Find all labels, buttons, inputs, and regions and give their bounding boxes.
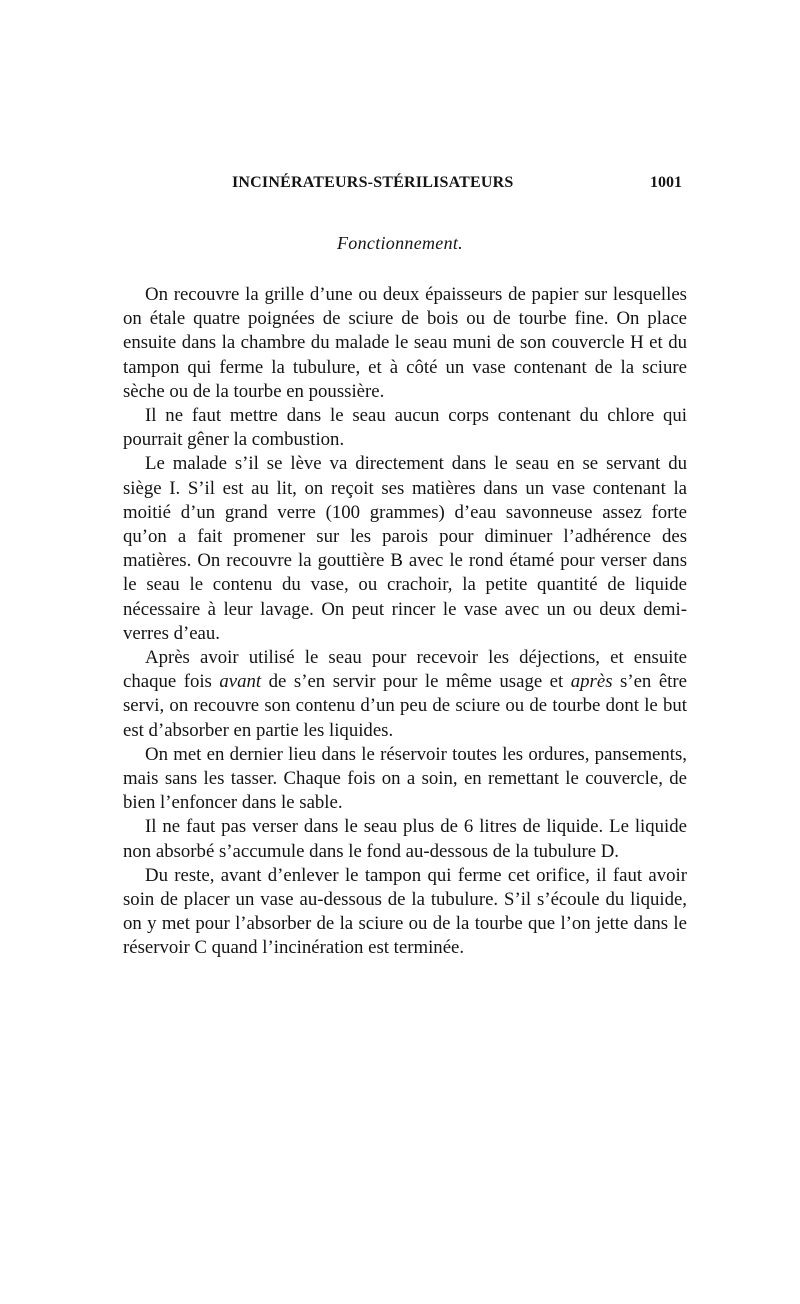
running-title: INCINÉRATEURS-STÉRILISATEURS xyxy=(232,174,514,191)
section-heading: Fonctionnement. xyxy=(337,233,463,253)
paragraph xyxy=(123,743,687,816)
emphasis-text: après xyxy=(570,671,613,693)
paragraph xyxy=(123,283,687,404)
paragraph-text: Du reste, avant d’enlever le tampon qui ferme cet orifice, il faut avoir soin de placer un vase au-dessous de la tubulure. S’il s’écoule du liquide, on y met pour l’absorber de la sciure ou de la tourbe que l’on jette dans le réservoir C quand l’incinération est terminée. xyxy=(123,864,687,959)
paragraph-text: de s’en servir pour le même usage et xyxy=(261,671,571,693)
paragraph xyxy=(123,452,687,646)
paragraph-text: Après avoir utilisé le seau pour recevoir les déjections, et ensuite chaque fois xyxy=(123,647,687,693)
page-number: 1001 xyxy=(650,174,682,191)
paragraph-text: s’en être servi, on recouvre son contenu d’un peu de sciure ou de tourbe dont le but est d’absorber en partie les liquides. xyxy=(123,671,687,741)
emphasis-text: avant xyxy=(219,671,262,693)
paragraph xyxy=(123,864,687,961)
paragraph xyxy=(123,404,687,452)
paragraph-text: Il ne faut mettre dans le seau aucun corps contenant du chlore qui pourrait gêner la combustion. xyxy=(123,405,687,451)
body-text xyxy=(123,283,687,961)
paragraph xyxy=(123,815,687,863)
paragraph-text: On recouvre la grille d’une ou deux épaisseurs de papier sur lesquelles on étale quatre poignées de sciure de bois ou de tourbe fine. On place ensuite dans la chambre du malade le seau muni de son couvercle H et du tampon qui ferme la tubulure, et à côté un vase contenant de la sciure sèche ou de la tourbe en poussière. xyxy=(123,284,687,402)
paragraph-text: On met en dernier lieu dans le réservoir toutes les ordures, pansements, mais sans les tasser. Chaque fois on a soin, en remettant le couvercle, de bien l’enfoncer dans le sable. xyxy=(123,743,687,814)
paragraph-text: Le malade s’il se lève va directement dans le seau en se servant du siège I. S’il est au lit, on reçoit ses matières dans un vase contenant la moitié d’un grand verre (100 grammes) d’eau savonneuse assez forte qu’on a fait promener sur les parois pour diminuer l’adhérence des matières. On recouvre la gouttière B avec le rond étamé pour verser dans le seau le contenu du vase, ou crachoir, la petite quantité de liquide nécessaire à leur lavage. On peut rincer le vase avec un ou deux demi-verres d’eau. xyxy=(123,453,687,644)
paragraph-text: Il ne faut pas verser dans le seau plus de 6 litres de liquide. Le liquide non absorbé s’accumule dans le fond au-dessous de la tubulure D. xyxy=(123,816,687,862)
running-header xyxy=(142,174,682,196)
paragraph xyxy=(123,646,687,743)
